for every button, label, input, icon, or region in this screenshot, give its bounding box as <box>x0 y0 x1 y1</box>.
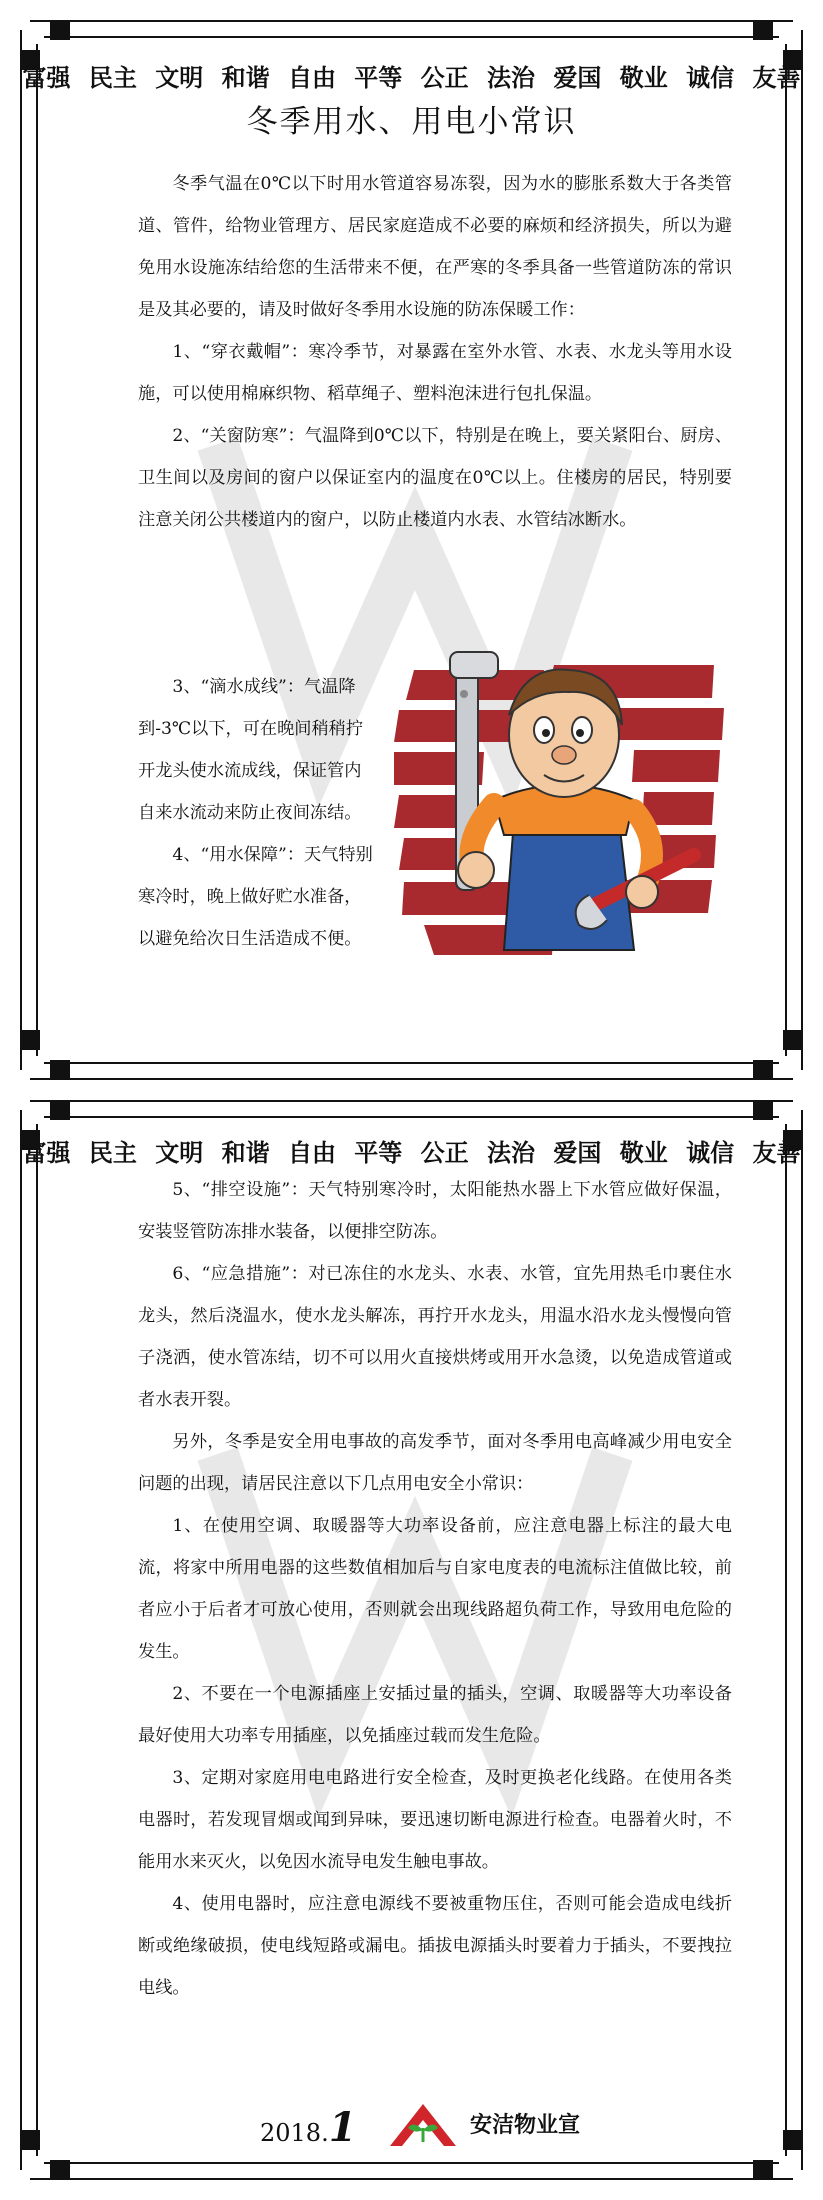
paragraph: 2、不要在一个电源插座上安插过量的插头，空调、取暖器等大功率设备最好使用大功率专用插座，以免插座过载而发生危险。 <box>138 1684 732 1746</box>
date-year: 2018. <box>260 2119 329 2147</box>
paragraph: 另外，冬季是安全用电事故的高发季节，面对冬季用电高峰减少用电安全问题的出现，请居民注意以下几点用电安全小常识： <box>138 1432 732 1494</box>
core-values-motto: 富强 民主 文明 和谐 自由 平等 公正 法治 爱国 敬业 诚信 友善 <box>22 1139 801 1167</box>
intro-text <box>138 163 732 541</box>
company-logo-icon <box>388 2100 458 2148</box>
paragraph: 5、“排空设施”：天气特别寒冷时，太阳能热水器上下水管应做好保温，安装竖管防冻排水装备，以便排空防冻。 <box>138 1180 732 1242</box>
paragraph: 1、“穿衣戴帽”：寒冷季节，对暴露在室外水管、水表、水龙头等用水设施，可以使用棉麻织物、稻草绳子、塑料泡沫进行包扎保温。 <box>138 342 732 404</box>
paragraph: 4、使用电器时，应注意电源线不要被重物压住，否则可能会造成电线折断或绝缘破损，使电线短路或漏电。插拔电源插头时要着力于插头，不要拽拉电线。 <box>138 1894 732 1998</box>
plumber-illustration <box>394 630 724 960</box>
paragraph: 3、“滴水成线”：气温降到-3℃以下，可在晚间稍稍拧开龙头使水流成线，保证管内自来水流动来防止夜间冻结。 <box>138 677 364 823</box>
paragraph: 3、定期对家庭用电电路进行安全检查，及时更换老化线路。在使用各类电器时，若发现冒烟或闻到异味，要迅速切断电源进行检查。电器着火时，不能用水来灭火，以免因水流导电发生触电事故。 <box>138 1768 732 1872</box>
page-title: 冬季用水、用电小常识 <box>246 104 577 140</box>
core-values-motto: 富强 民主 文明 和谐 自由 平等 公正 法治 爱国 敬业 诚信 友善 <box>22 64 801 92</box>
date <box>260 2104 357 2151</box>
signature-footer <box>20 2100 803 2150</box>
tips-text <box>138 1169 732 2009</box>
notice-panel-electric <box>20 1100 803 2180</box>
paragraph: 4、“用水保障”：天气特别寒冷时，晚上做好贮水准备，以避免给次日生活造成不便。 <box>138 845 373 949</box>
date-month: 1 <box>328 2104 357 2151</box>
paragraph: 冬季气温在0℃以下时用水管道容易冻裂，因为水的膨胀系数大于各类管道、管件，给物业管理方、居民家庭造成不必要的麻烦和经济损失，所以为避免用水设施冻结给您的生活带来不便，在严寒的冬季具备一些管道防冻的常识是及其必要的，请及时做好冬季用水设施的防冻保暖工作： <box>138 174 732 320</box>
notice-panel-water <box>20 20 803 1080</box>
paragraph: 1、在使用空调、取暖器等大功率设备前，应注意电器上标注的最大电流，将家中所用电器的这些数值相加后与自家电度表的电流标注值做比较，前者应小于后者才可放心使用，否则就会出现线路超负荷工作，导致用电危险的发生。 <box>138 1516 732 1662</box>
company-name: 安洁物业宣 <box>470 2112 581 2138</box>
tips-text-narrow <box>138 666 373 960</box>
paragraph: 6、“应急措施”：对已冻住的水龙头、水表、水管，宜先用热毛巾裹住水龙头，然后浇温水，使水龙头解冻，再拧开水龙头，用温水沿水龙头慢慢向管子浇洒，使水管冻结，切不可以用火直接烘烤或用开水急烫，以免造成管道或者水表开裂。 <box>138 1264 732 1410</box>
paragraph: 2、“关窗防寒”：气温降到0℃以下，特别是在晚上，要关紧阳台、厨房、卫生间以及房间的窗户以保证室内的温度在0℃以上。住楼房的居民，特别要注意关闭公共楼道内的窗户，以防止楼道内水表、水管结冰断水。 <box>138 426 732 530</box>
